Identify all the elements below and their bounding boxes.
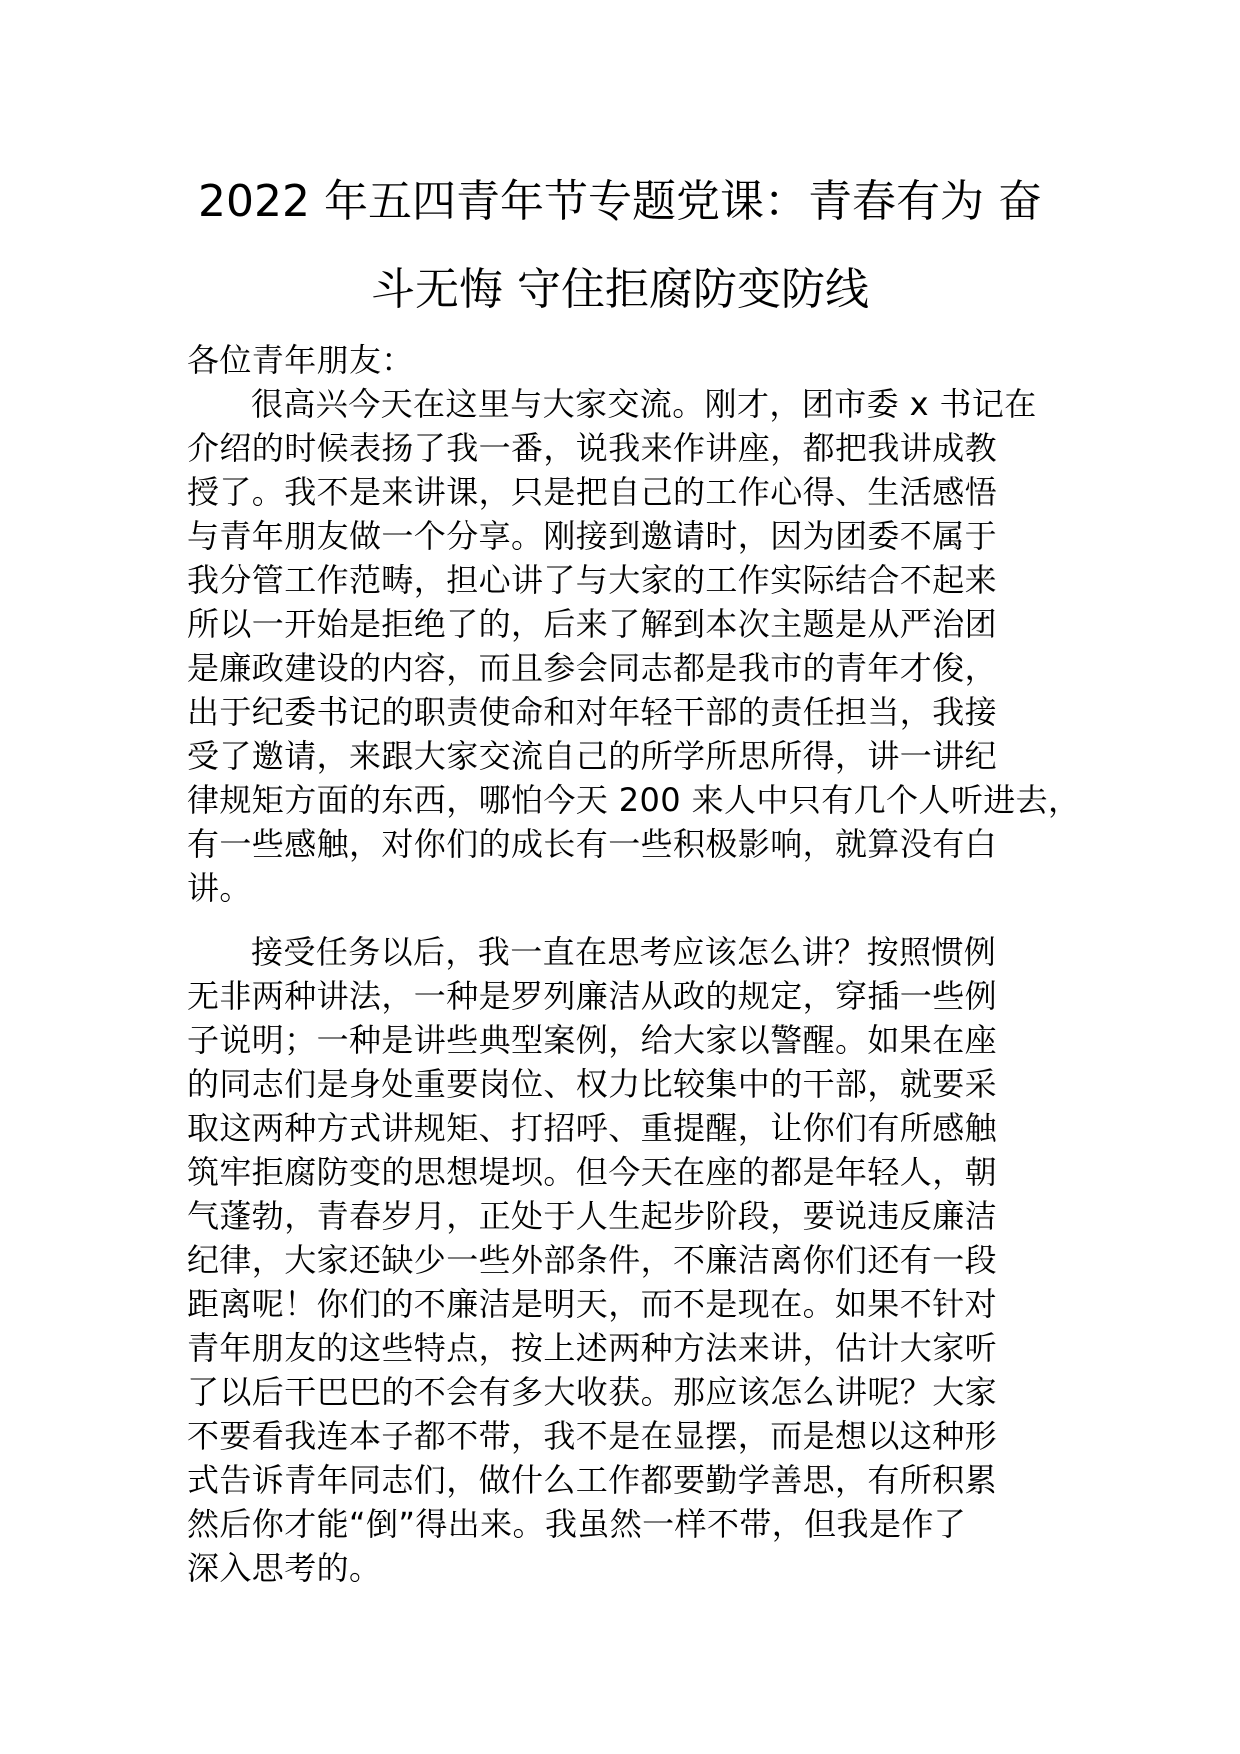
paragraph-2-line: 气蓬勃，青春岁月，正处于人生起步阶段，要说违反廉洁 — [187, 1197, 998, 1235]
paragraph-1-line: 受了邀请，来跟大家交流自己的所学所思所得，讲一讲纪 — [187, 737, 998, 775]
paragraph-1-line: 讲。 — [187, 869, 252, 907]
paragraph-2-line: 距离呢！你们的不廉洁是明天，而不是现在。如果不针对 — [187, 1285, 998, 1323]
paragraph-1-line: 我分管工作范畴，担心讲了与大家的工作实际结合不起来 — [187, 561, 998, 599]
paragraph-2-line: 纪律，大家还缺少一些外部条件，不廉洁离你们还有一段 — [187, 1241, 998, 1279]
paragraph-2-line: 子说明；一种是讲些典型案例，给大家以警醒。如果在座 — [187, 1021, 998, 1059]
paragraph-1-line: 有一些感触，对你们的成长有一些积极影响，就算没有白 — [187, 825, 998, 863]
paragraph-1-line: 是廉政建设的内容，而且参会同志都是我市的青年才俊， — [187, 649, 998, 687]
paragraph-2-line: 然后你才能“倒”得出来。我虽然一样不带，但我是作了 — [187, 1505, 967, 1543]
paragraph-1-line: 出于纪委书记的职责使命和对年轻干部的责任担当，我接 — [187, 693, 998, 731]
paragraph-2-line: 不要看我连本子都不带，我不是在显摆，而是想以这种形 — [187, 1417, 998, 1455]
paragraph-2-line: 了以后干巴巴的不会有多大收获。那应该怎么讲呢？大家 — [187, 1373, 998, 1411]
paragraph-2-line: 深入思考的。 — [187, 1549, 382, 1587]
paragraph-2-line: 的同志们是身处重要岗位、权力比较集中的干部，就要采 — [187, 1065, 998, 1103]
paragraph-2-line: 筑牢拒腐防变的思想堤坝。但今天在座的都是年轻人，朝 — [187, 1153, 998, 1191]
paragraph-2-line: 式告诉青年同志们，做什么工作都要勤学善思，有所积累 — [187, 1461, 998, 1499]
paragraph-2-line: 青年朋友的这些特点，按上述两种方法来讲，估计大家听 — [187, 1329, 998, 1367]
document-title-line-1: 2022 年五四青年节专题党课：青春有为 奋 — [198, 176, 1042, 227]
paragraph-1-line: 律规矩方面的东西，哪怕今天 200 来人中只有几个人听进去， — [187, 781, 1081, 819]
paragraph-1-line: 介绍的时候表扬了我一番，说我来作讲座，都把我讲成教 — [187, 429, 998, 467]
paragraph-1-line: 与青年朋友做一个分享。刚接到邀请时，因为团委不属于 — [187, 517, 998, 555]
paragraph-1-line: 授了。我不是来讲课，只是把自己的工作心得、生活感悟 — [187, 473, 998, 511]
paragraph-2-line: 无非两种讲法，一种是罗列廉洁从政的规定，穿插一些例 — [187, 977, 998, 1015]
paragraph-1-line: 所以一开始是拒绝了的，后来了解到本次主题是从严治团 — [187, 605, 998, 643]
paragraph-1-line: 很高兴今天在这里与大家交流。刚才，团市委 x 书记在 — [251, 385, 1037, 423]
salutation: 各位青年朋友： — [187, 341, 414, 379]
paragraph-2-line: 接受任务以后，我一直在思考应该怎么讲？按照惯例 — [251, 933, 997, 971]
document-title-line-2: 斗无悔 守住拒腐防变防线 — [371, 264, 869, 315]
paragraph-2-line: 取这两种方式讲规矩、打招呼、重提醒，让你们有所感触 — [187, 1109, 998, 1147]
